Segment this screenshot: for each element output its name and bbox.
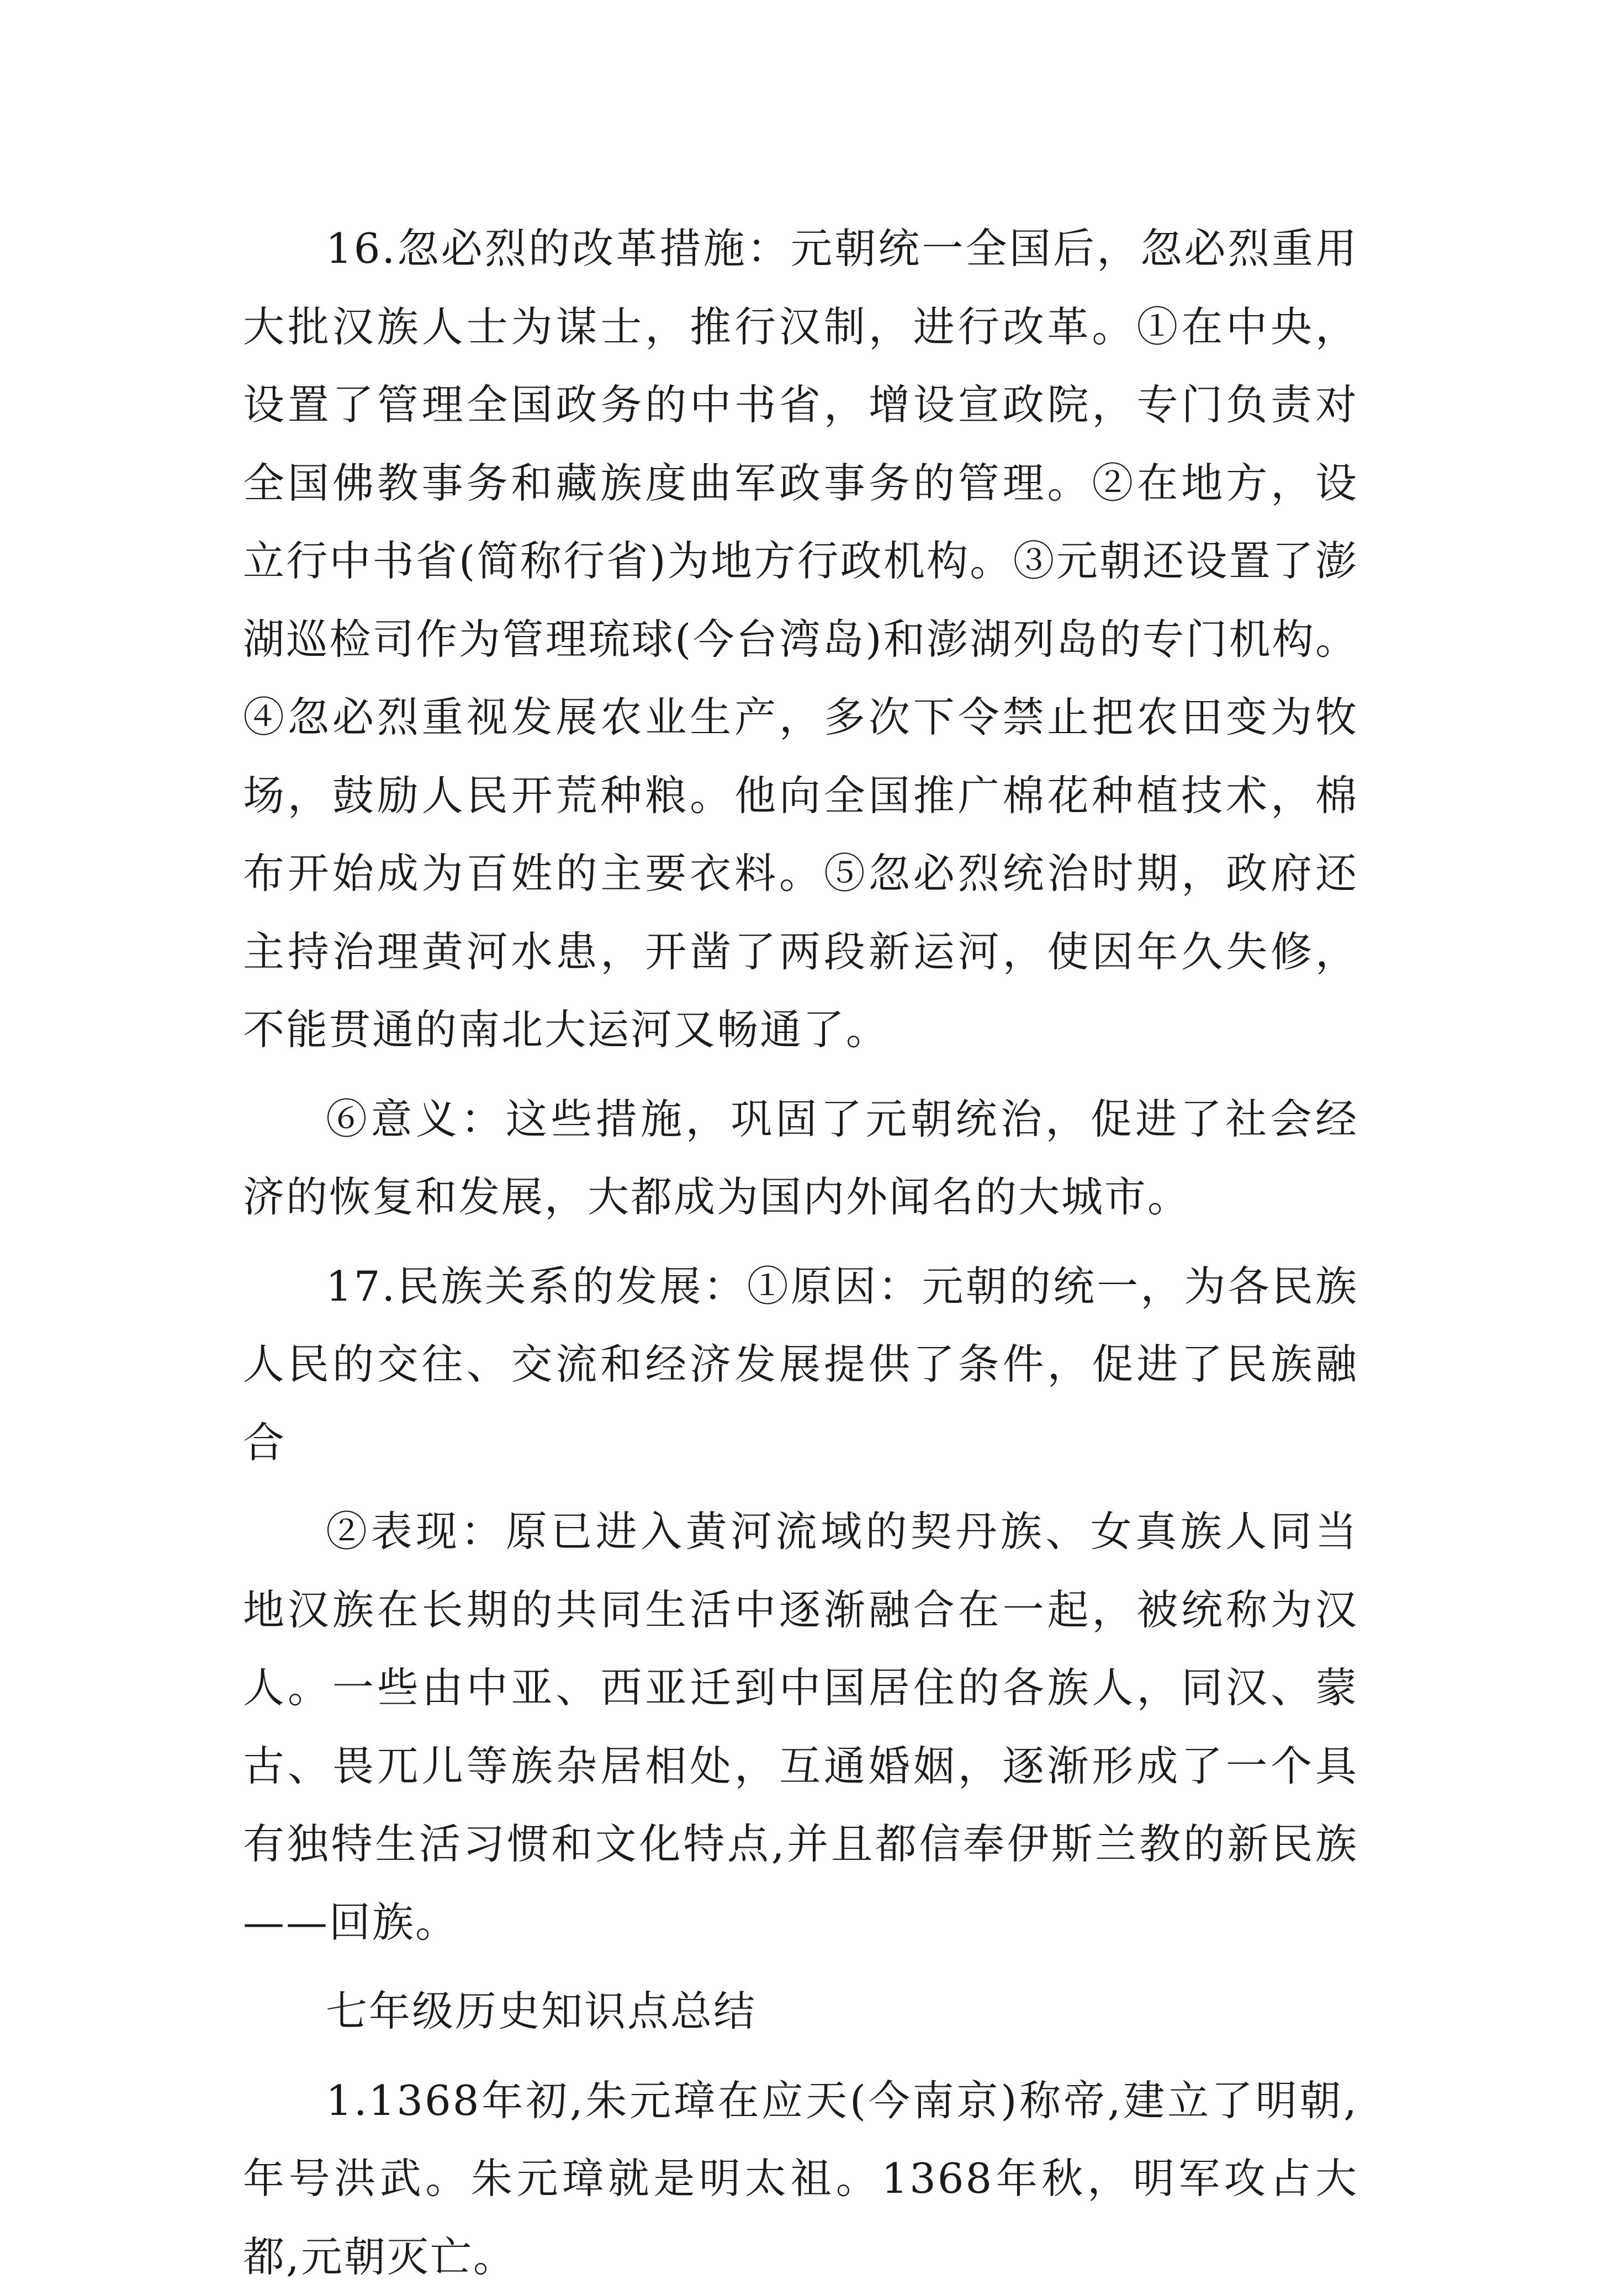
- paragraph-ming-founding: 1.1368年初,朱元璋在应天(今南京)称帝,建立了明朝,年号洪武。朱元璋就是明太祖。1368年秋，明军攻占大都,元朝灭亡。: [243, 2062, 1358, 2296]
- paragraph-ethnic-relations-cause: 17.民族关系的发展：①原因：元朝的统一，为各民族人民的交往、交流和经济发展提供了条件，促进了民族融合: [243, 1248, 1358, 1482]
- paragraph-ethnic-relations-manifestation: ②表现：原已进入黄河流域的契丹族、女真族人同当地汉族在长期的共同生活中逐渐融合在一起，被统称为汉人。一些由中亚、西亚迁到中国居住的各族人，同汉、蒙古、畏兀儿等族杂居相处，互通婚姻，逐渐形成了一个具有独特生活习惯和文化特点,并且都信奉伊斯兰教的新民族——回族。: [243, 1493, 1358, 1961]
- section-heading: 七年级历史知识点总结: [243, 1972, 1358, 2051]
- document-body: [243, 210, 1358, 2296]
- paragraph-kublai-reforms: 16.忽必烈的改革措施：元朝统一全国后，忽必烈重用大批汉族人士为谋士，推行汉制，进行改革。①在中央，设置了管理全国政务的中书省，增设宣政院，专门负责对全国佛教事务和藏族度曲军政事务的管理。②在地方，设立行中书省(简称行省)为地方行政机构。③元朝还设置了澎湖巡检司作为管理琉球(今台湾岛)和澎湖列岛的专门机构。④忽必烈重视发展农业生产，多次下令禁止把农田变为牧场，鼓励人民开荒种粮。他向全国推广棉花种植技术，棉布开始成为百姓的主要衣料。⑤忽必烈统治时期，政府还主持治理黄河水患，开凿了两段新运河，使因年久失修，不能贯通的南北大运河又畅通了。: [243, 210, 1358, 1069]
- paragraph-reform-significance: ⑥意义：这些措施，巩固了元朝统治，促进了社会经济的恢复和发展，大都成为国内外闻名的大城市。: [243, 1080, 1358, 1237]
